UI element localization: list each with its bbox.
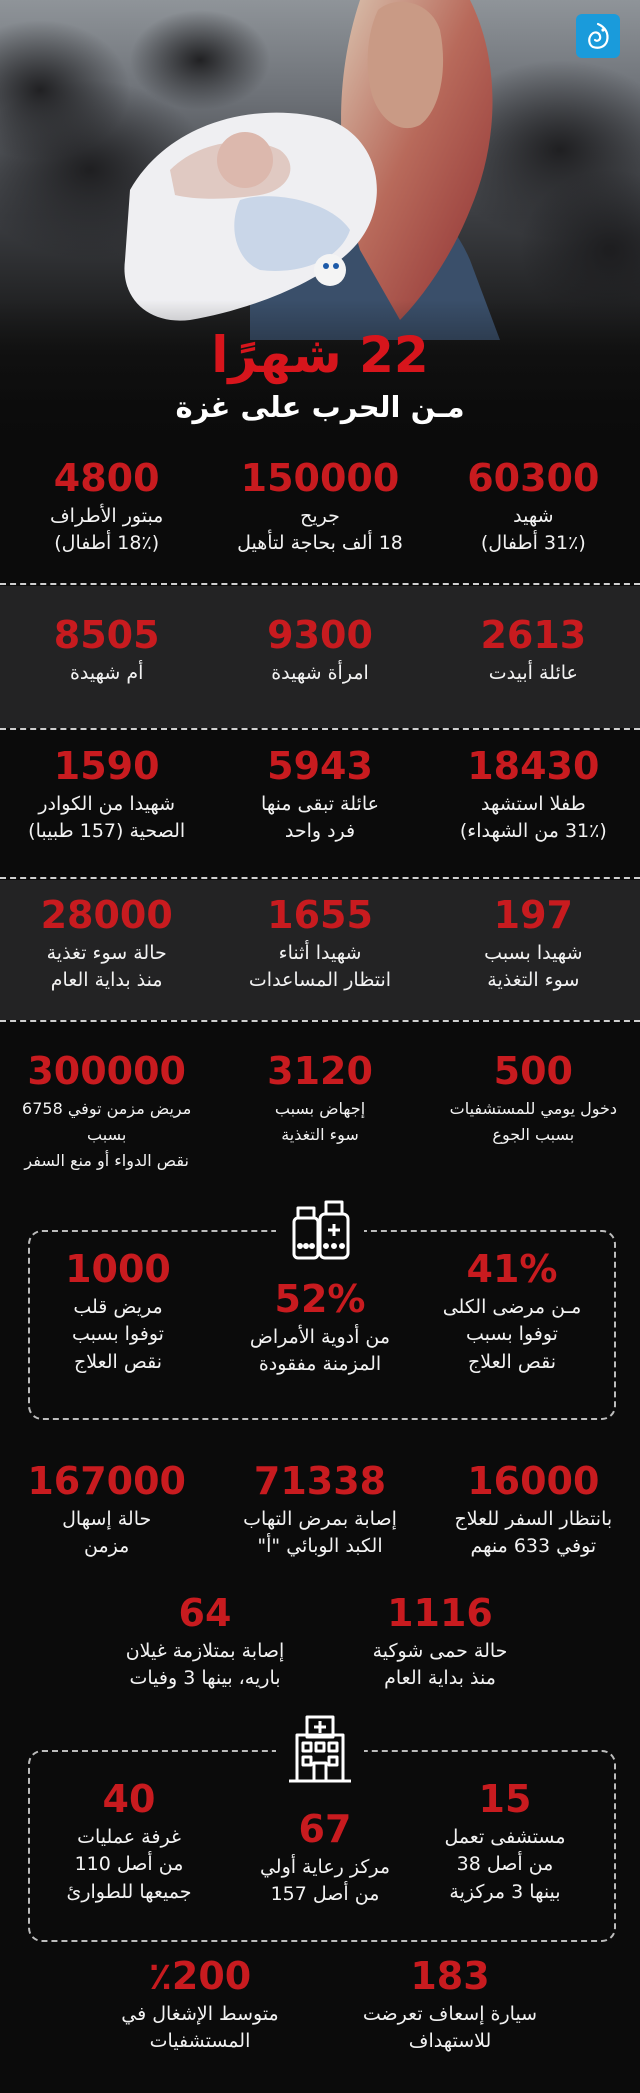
dashed-divider: [0, 877, 640, 879]
stat-value: 5943: [267, 744, 373, 788]
stat-families-wiped: [427, 614, 640, 687]
stat-label: حالة إسهال مزمن: [62, 1507, 152, 1558]
stat-label: سيارة إسعاف تعرضت للاستهداف: [362, 2002, 538, 2053]
stat-primary-care-centers: [235, 1808, 415, 1909]
stat-value: 183: [410, 1954, 490, 1998]
stats-row-diseases: [0, 1460, 640, 1580]
stats-row-1: [0, 455, 640, 580]
stat-label: طفلا استشهد (31٪ من الشهداء): [459, 792, 607, 843]
stat-value: 16000: [467, 1459, 600, 1503]
stat-label: إصابة بمتلازمة غيلان باريه، بينها 3 وفيات: [125, 1639, 285, 1690]
stat-hospitals-working: [410, 1778, 600, 1906]
stat-value: 8505: [53, 613, 160, 657]
medicine-bottles-icon: [276, 1188, 364, 1276]
stat-malnutrition-cases: [0, 894, 213, 995]
stat-label: امرأة شهيدة: [271, 661, 369, 684]
stat-aid-seekers-killed: [213, 894, 426, 995]
stats-row-5: [0, 1050, 640, 1170]
stat-label: مستشفى تعمل من أصل 38 بينها 3 مركزية: [444, 1825, 566, 1903]
stats-row-2: [0, 586, 640, 728]
stat-label: أم شهيدة: [69, 661, 144, 684]
stat-value: 9300: [267, 613, 373, 657]
stat-label: دخول يومي للمستشفيات بسبب الجوع: [449, 1098, 618, 1145]
stat-label: بانتظار السفر للعلاج توفي 633 منهم: [454, 1507, 613, 1558]
stat-label: إجهاض بسبب سوء التغذية: [274, 1098, 366, 1145]
stat-miscarriages: [213, 1050, 426, 1175]
hospital-icon: [276, 1706, 364, 1794]
stat-value: 64: [178, 1591, 232, 1635]
stat-value: 300000: [27, 1049, 186, 1093]
stat-label: عائلة أبيدت: [488, 661, 578, 684]
stat-value: 15: [478, 1777, 532, 1821]
stat-chronic-diarrhea: [0, 1460, 213, 1561]
stat-value: 40: [102, 1777, 156, 1821]
aljazeera-logo-icon: [576, 14, 620, 58]
stat-label: حالة سوء تغذية منذ بداية العام: [46, 941, 167, 992]
stat-label: مركز رعاية أولي من أصل 157: [259, 1855, 391, 1906]
stat-value: 150000: [240, 456, 400, 500]
stat-awaiting-travel: [427, 1460, 640, 1561]
dashed-divider: [0, 728, 640, 730]
stat-children-killed: [427, 745, 640, 846]
stat-hepatitis-a: [213, 1460, 426, 1561]
page-title: 22 شهرًا: [211, 326, 429, 384]
stat-value: 18430: [467, 744, 600, 788]
stat-mothers-killed: [0, 614, 213, 687]
stat-label: شهيدا بسبب سوء التغذية: [484, 941, 583, 992]
stat-chronic-patients: [0, 1050, 213, 1175]
stats-row-4: [0, 880, 640, 1020]
stat-label: جريح 18 ألف بحاجة لتأهيل: [237, 504, 403, 555]
stat-kidney-patients: [412, 1248, 612, 1376]
stat-operating-rooms: [34, 1778, 224, 1906]
stat-label: شهيد (31٪ أطفال): [480, 504, 586, 555]
hero-section: [0, 0, 640, 450]
page-subtitle: مـن الحرب على غزة: [175, 390, 465, 424]
stats-row-3: [0, 745, 640, 875]
stat-label: مبتور الأطراف (18٪ أطفال): [49, 504, 164, 555]
stat-amputees: [0, 457, 213, 558]
stat-missing-medicines: [220, 1278, 420, 1379]
stat-value: 60300: [467, 456, 600, 500]
stat-guillain-barre: [90, 1592, 320, 1693]
stat-value: 1000: [65, 1247, 171, 1291]
stat-label: حالة حمى شوكية منذ بداية العام: [372, 1639, 508, 1690]
stat-label: عائلة تبقى منها فرد واحد: [261, 792, 379, 843]
stat-women-killed: [213, 614, 426, 687]
stat-meningitis: [340, 1592, 540, 1693]
stat-value: 500: [493, 1049, 573, 1093]
stat-heart-patients: [28, 1248, 208, 1376]
stat-label: شهيدا من الكوادر الصحية (157 طبيبا): [28, 792, 186, 843]
stat-value: 1655: [267, 893, 373, 937]
stat-value: 28000: [40, 893, 173, 937]
stat-value: 167000: [27, 1459, 186, 1503]
dashed-divider: [0, 583, 640, 585]
stat-hospital-occupancy: [90, 1955, 310, 2056]
stat-label: متوسط الإشغال في المستشفيات: [121, 2002, 279, 2053]
stat-label: غرفة عمليات من أصل 110 جميعها للطوارئ: [66, 1825, 192, 1903]
stat-value: 41%: [466, 1247, 558, 1291]
stat-value: ٪200: [148, 1954, 252, 1998]
dashed-divider: [0, 1020, 640, 1022]
stat-label: إصابة بمرض التهاب الكبد الوبائي "أ": [243, 1507, 397, 1558]
stat-value: 67: [298, 1807, 352, 1851]
stat-health-workers-killed: [0, 745, 213, 846]
stat-label: مريض مزمن توفي 6758 بسبب نقص الدواء أو منع السفر: [22, 1098, 192, 1171]
stat-value: 1116: [387, 1591, 493, 1635]
stat-label: مـن مرضى الكلى توفوا بسبب نقص العلاج: [442, 1295, 582, 1373]
stat-ambulances-targeted: [340, 1955, 560, 2056]
stat-label: مريض قلب توفوا بسبب نقص العلاج: [72, 1295, 164, 1373]
stat-single-survivor-families: [213, 745, 426, 846]
stat-value: 2613: [480, 613, 587, 657]
stat-value: 1590: [53, 744, 160, 788]
stat-value: 52%: [274, 1277, 366, 1321]
stat-martyrs: [427, 457, 640, 558]
stat-label: شهيدا أثناء انتظار المساعدات: [248, 941, 392, 992]
stat-label: من أدوية الأمراض المزمنة مفقودة: [249, 1325, 391, 1376]
stat-value: 3120: [267, 1049, 373, 1093]
stat-value: 4800: [53, 456, 160, 500]
stat-malnutrition-deaths: [427, 894, 640, 995]
stat-wounded: [213, 457, 426, 558]
stat-value: 71338: [253, 1459, 387, 1503]
stat-hunger-admissions: [427, 1050, 640, 1175]
stat-value: 197: [493, 893, 573, 937]
